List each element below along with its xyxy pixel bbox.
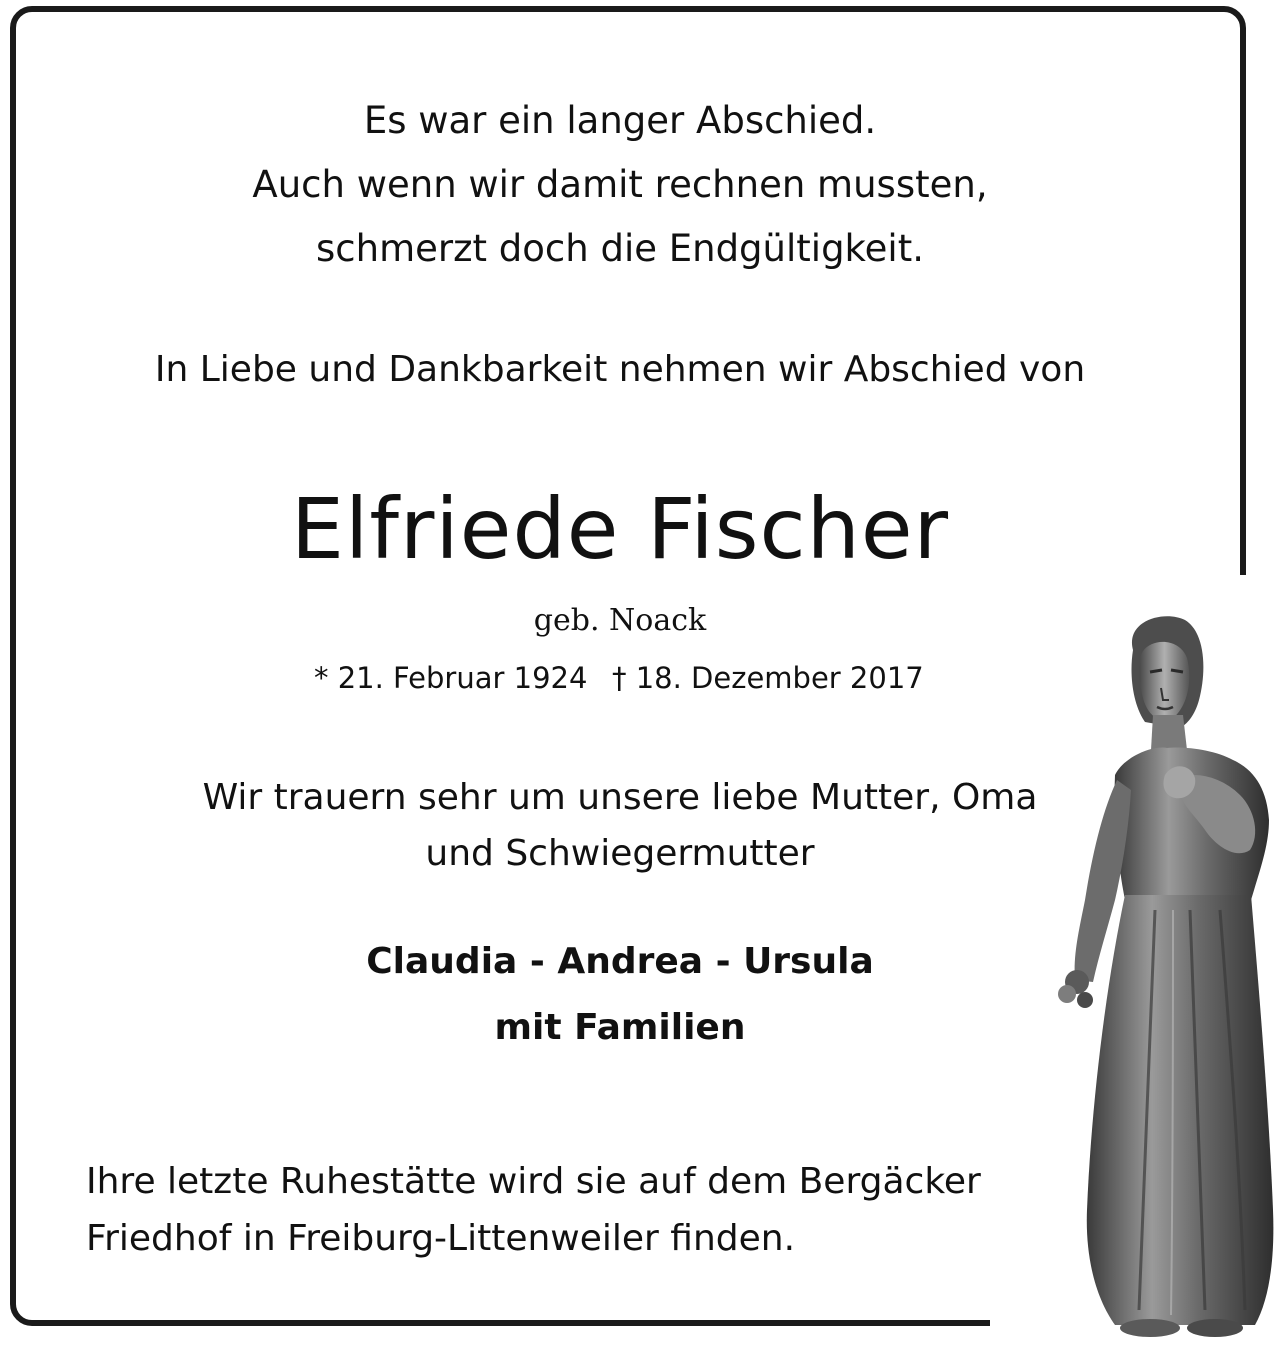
family-suffix: mit Familien xyxy=(494,1007,746,1048)
resting-place-line-1: Ihre letzte Ruhestätte wird sie auf dem Bergäcker xyxy=(86,1161,981,1202)
death-date: † 18. Dezember 2017 xyxy=(612,661,924,695)
mourning-line-1: Wir trauern sehr um unsere liebe Mutter, Oma xyxy=(202,777,1038,818)
verse-line-2: Auch wenn wir damit rechnen mussten, xyxy=(252,163,988,206)
verse-line-3: schmerzt doch die Endgültigkeit. xyxy=(316,227,924,270)
resting-place-line-2: Friedhof in Freiburg-Littenweiler finden. xyxy=(86,1218,796,1259)
deceased-name: Elfriede Fischer xyxy=(290,480,950,578)
farewell-intro: In Liebe und Dankbarkeit nehmen wir Abschied von xyxy=(154,349,1086,390)
birth-date: * 21. Februar 1924 xyxy=(314,661,588,695)
mourning-woman-statue-icon xyxy=(1055,610,1280,1345)
birth-name: geb. Noack xyxy=(533,603,707,638)
mourning-line-2: und Schwiegermutter xyxy=(425,833,815,874)
verse-line-1: Es war ein langer Abschied. xyxy=(363,99,877,142)
family-names: Claudia - Andrea - Ursula xyxy=(366,941,874,982)
